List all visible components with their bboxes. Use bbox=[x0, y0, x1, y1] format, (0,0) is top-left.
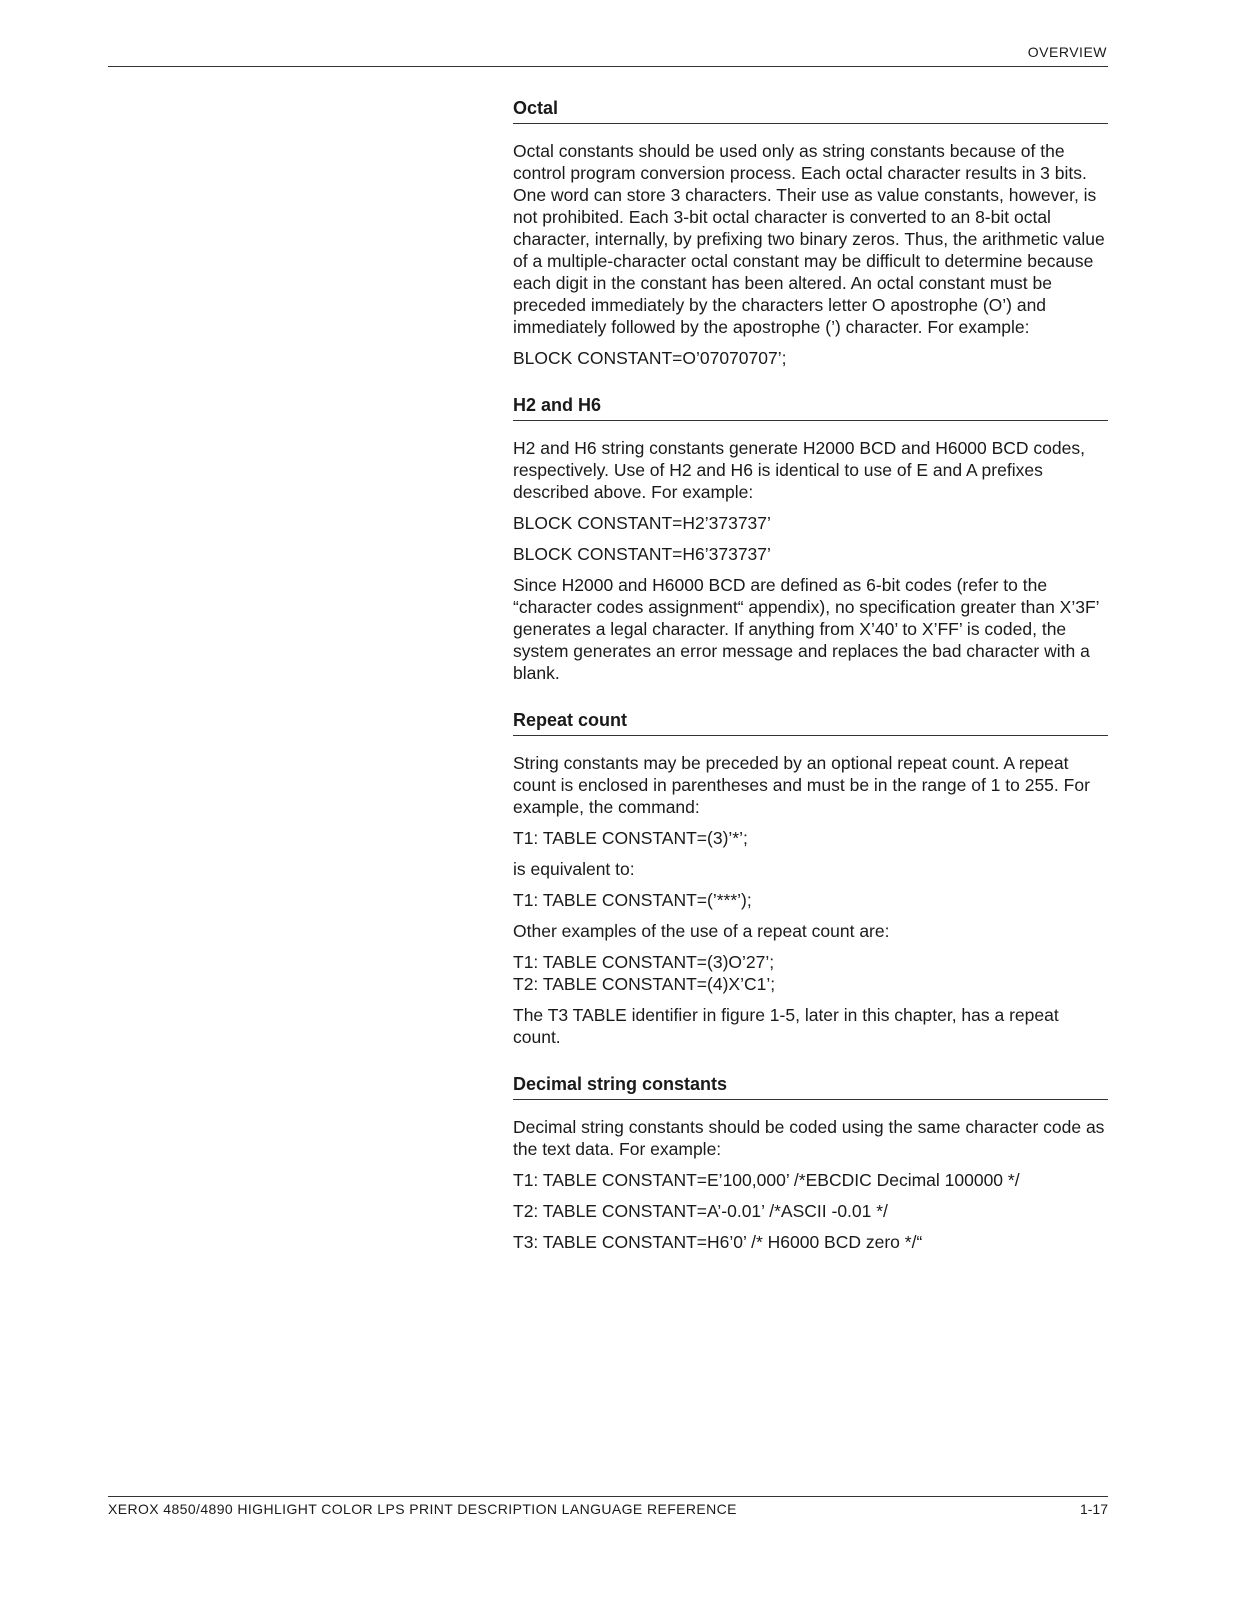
code-example: T1: TABLE CONSTANT=(3)’*’; bbox=[513, 828, 748, 848]
code-example: T2: TABLE CONSTANT=A’-0.01’ /*ASCII -0.01 */ bbox=[513, 1201, 888, 1221]
paragraph: is equivalent to: bbox=[513, 859, 635, 879]
section-title: Octal bbox=[513, 98, 1108, 124]
paragraph: String constants may be preceded by an optional repeat count. A repeat count is enclosed in parentheses and must be in the range of 1 to 255. For example, the command: bbox=[513, 753, 1090, 817]
section-title: Repeat count bbox=[513, 710, 1108, 736]
section-repeat-count bbox=[513, 710, 1108, 1048]
section-title: Decimal string constants bbox=[513, 1074, 1108, 1100]
section-h2-h6 bbox=[513, 395, 1108, 684]
paragraph: H2 and H6 string constants generate H2000 BCD and H6000 BCD codes, respectively. Use of H2 and H6 is identical to use of E and A prefixes described above. For example: bbox=[513, 438, 1085, 502]
paragraph: Other examples of the use of a repeat count are: bbox=[513, 921, 890, 941]
running-header: OVERVIEW bbox=[1027, 44, 1107, 60]
section-octal bbox=[513, 98, 1108, 369]
paragraph: Since H2000 and H6000 BCD are defined as 6-bit codes (refer to the “character codes assignment“ appendix), no specification greater than X’3F’ generates a legal character. If anything from X’40’ to X’FF’ is coded, the system generates an error message and replaces the bad character with a blank. bbox=[513, 575, 1099, 683]
code-example: T1: TABLE CONSTANT=(’***’); bbox=[513, 890, 752, 910]
section-decimal-string-constants bbox=[513, 1074, 1108, 1253]
code-example: T3: TABLE CONSTANT=H6’0’ /* H6000 BCD zero */“ bbox=[513, 1232, 923, 1252]
paragraph: Decimal string constants should be coded using the same character code as the text data. For example: bbox=[513, 1117, 1105, 1159]
code-example: T1: TABLE CONSTANT=E’100,000’ /*EBCDIC Decimal 100000 */ bbox=[513, 1170, 1020, 1190]
code-example: T1: TABLE CONSTANT=(3)O’27’; T2: TABLE CONSTANT=(4)X’C1’; bbox=[513, 952, 776, 994]
footer-title: XEROX 4850/4890 HIGHLIGHT COLOR LPS PRINT DESCRIPTION LANGUAGE REFERENCE bbox=[108, 1501, 737, 1517]
code-example: BLOCK CONSTANT=O’07070707’; bbox=[513, 348, 787, 368]
paragraph: Octal constants should be used only as string constants because of the control program conversion process. Each octal character results in 3 bits. One word can store 3 characters. Their use as value constants, however, is not prohibited. Each 3-bit octal character is converted to an 8-bit octal character, internally, by prefixing two binary zeros. Thus, the arithmetic value of a multiple-character octal constant may be difficult to determine because each digit in the constant has been altered. An octal constant must be preceded immediately by the characters letter O apostrophe (O’) and immediately followed by the apostrophe (’) character. For example: bbox=[513, 141, 1105, 337]
paragraph: The T3 TABLE identifier in figure 1-5, later in this chapter, has a repeat count. bbox=[513, 1005, 1059, 1047]
code-example: BLOCK CONSTANT=H2’373737’ bbox=[513, 513, 771, 533]
code-example: BLOCK CONSTANT=H6’373737’ bbox=[513, 544, 771, 564]
main-content bbox=[513, 98, 1108, 1279]
page-number: 1-17 bbox=[1079, 1501, 1108, 1517]
footer-rule bbox=[108, 1496, 1108, 1497]
section-title: H2 and H6 bbox=[513, 395, 1108, 421]
header-rule bbox=[108, 66, 1108, 67]
